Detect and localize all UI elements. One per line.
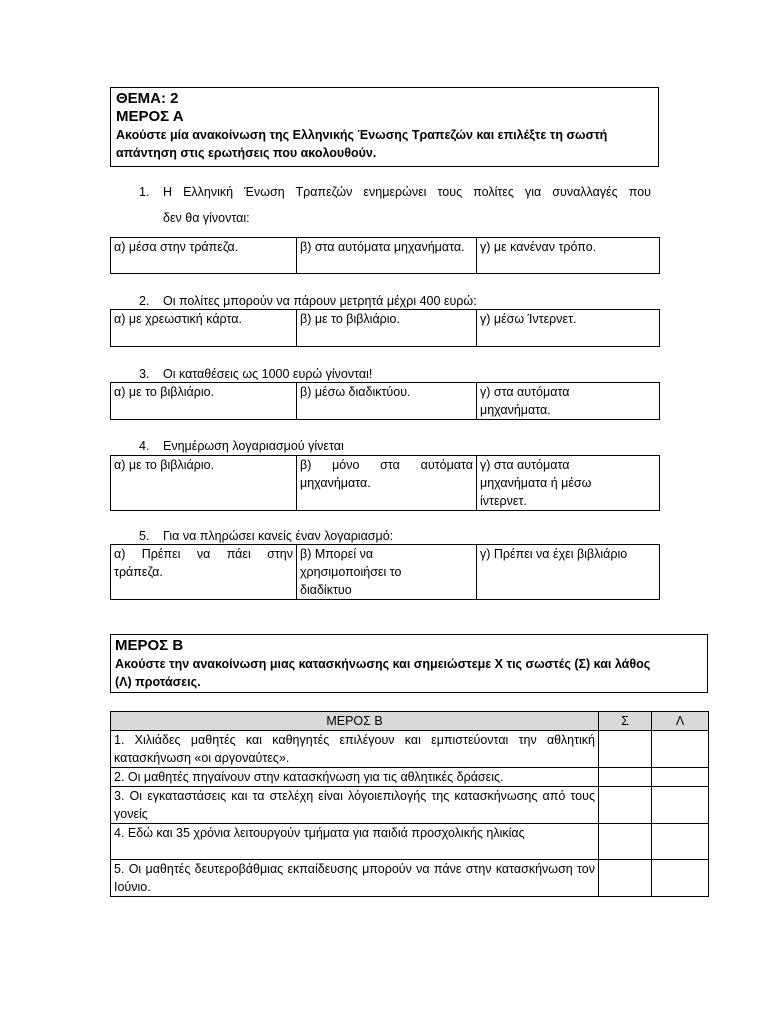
false-cell[interactable]	[652, 860, 709, 897]
question-5-options	[110, 544, 660, 600]
part-b-title: ΜΕΡΟΣ Β	[115, 637, 184, 654]
question-4-options	[110, 455, 660, 511]
part-a-title: ΜΕΡΟΣ Α	[116, 108, 184, 125]
option-a: α) Πρέπει να πάει στην τράπεζα.	[111, 545, 297, 600]
header-true: Σ	[599, 712, 652, 731]
statement-text: 3. Οι εγκαταστάσεις και τα στελέχη είναι λόγοιεπιλογής της κατασκήνωσης από τους γονείς	[111, 787, 599, 824]
true-false-table	[110, 711, 709, 897]
true-cell[interactable]	[599, 824, 652, 860]
false-cell[interactable]	[652, 787, 709, 824]
question-number: 1.	[139, 185, 150, 199]
header-false: Λ	[652, 712, 709, 731]
header-statements: ΜΕΡΟΣ Β	[111, 712, 599, 731]
question-text: Η Ελληνική Ένωση Τραπεζών ενημερώνει τους πολίτες για συναλλαγές που	[163, 185, 651, 199]
statement-text: 1. Χιλιάδες μαθητές και καθηγητές επιλέγουν και εμπιστεύονται την αθλητική κατασκήνωση «οι αργοναύτες».	[111, 731, 599, 768]
option-c: γ) μέσω Ίντερνετ.	[477, 310, 660, 347]
option-a: α) με το βιβλιάριο.	[111, 456, 297, 511]
part-b-header	[110, 634, 708, 693]
true-cell[interactable]	[599, 768, 652, 787]
question-5	[139, 529, 393, 543]
question-text: Οι καταθέσεις ως 1000 ευρώ γίνονται!	[163, 367, 373, 381]
question-text: Ενημέρωση λογαριασμού γίνεται	[163, 439, 344, 453]
question-number: 5.	[139, 529, 150, 543]
question-number: 2.	[139, 294, 150, 308]
theme-title: ΘΕΜΑ: 2	[116, 90, 179, 107]
question-1-options	[110, 237, 660, 274]
table-row	[111, 768, 709, 787]
question-text: Για να πληρώσει κανείς έναν λογαριασμό:	[163, 529, 394, 543]
part-a-instruction-line1: Ακούστε μία ανακοίνωση της Ελληνικής Ένωσης Τραπεζών και επιλέξτε τη σωστή	[116, 128, 608, 142]
question-text: Οι πολίτες μπορούν να πάρουν μετρητά μέχρι 400 ευρώ:	[163, 294, 477, 308]
question-1	[139, 185, 651, 199]
option-a: α) με το βιβλιάριο.	[111, 383, 297, 420]
option-b: β) Μπορεί να χρησιμοποιήσει το διαδίκτυο	[297, 545, 477, 600]
option-a: α) με χρεωστική κάρτα.	[111, 310, 297, 347]
table-row	[111, 824, 709, 860]
option-b: β) μόνο στα αυτόματα μηχανήματα.	[297, 456, 477, 511]
table-row	[111, 787, 709, 824]
true-cell[interactable]	[599, 787, 652, 824]
question-number: 3.	[139, 367, 150, 381]
true-cell[interactable]	[599, 860, 652, 897]
question-3	[139, 367, 372, 381]
option-c: γ) στα αυτόματα μηχανήματα ή μέσω ίντερνετ.	[477, 456, 660, 511]
question-number: 4.	[139, 439, 150, 453]
false-cell[interactable]	[652, 824, 709, 860]
question-2-options	[110, 309, 660, 347]
part-b-instruction-line1: Ακούστε την ανακοίνωση μιας κατασκήνωσης και σημειώστεμε Χ τις σωστές (Σ) και λάθος	[115, 657, 651, 671]
statement-text: 5. Οι μαθητές δευτεροβάθμιας εκπαίδευσης μπορούν να πάνε στην κατασκήνωση τον Ιούνιο.	[111, 860, 599, 897]
false-cell[interactable]	[652, 768, 709, 787]
question-2	[139, 294, 477, 308]
part-a-instruction-line2: απάντηση στις ερωτήσεις που ακολουθούν.	[116, 146, 377, 160]
question-4	[139, 439, 344, 453]
statement-text: 4. Εδώ και 35 χρόνια λειτουργούν τμήματα για παιδιά προσχολικής ηλικίας	[111, 824, 599, 860]
option-b: β) με το βιβλιάριο.	[297, 310, 477, 347]
option-b: β) μέσω διαδικτύου.	[297, 383, 477, 420]
option-b: β) στα αυτόματα μηχανήματα.	[297, 238, 477, 274]
option-c: γ) με κανέναν τρόπο.	[477, 238, 660, 274]
false-cell[interactable]	[652, 731, 709, 768]
option-a: α) μέσα στην τράπεζα.	[111, 238, 297, 274]
table-row	[111, 731, 709, 768]
table-row	[111, 860, 709, 897]
option-c: γ) στα αυτόματα μηχανήματα.	[477, 383, 660, 420]
part-b-instruction-line2: (Λ) προτάσεις.	[115, 675, 201, 689]
option-c: γ) Πρέπει να έχει βιβλιάριο	[477, 545, 660, 600]
statement-text: 2. Οι μαθητές πηγαίνουν στην κατασκήνωση για τις αθλητικές δράσεις.	[111, 768, 599, 787]
part-a-header	[110, 87, 659, 167]
table-header-row	[111, 712, 709, 731]
question-1-line2: δεν θα γίνονται:	[163, 211, 250, 225]
question-3-options	[110, 382, 660, 420]
true-cell[interactable]	[599, 731, 652, 768]
